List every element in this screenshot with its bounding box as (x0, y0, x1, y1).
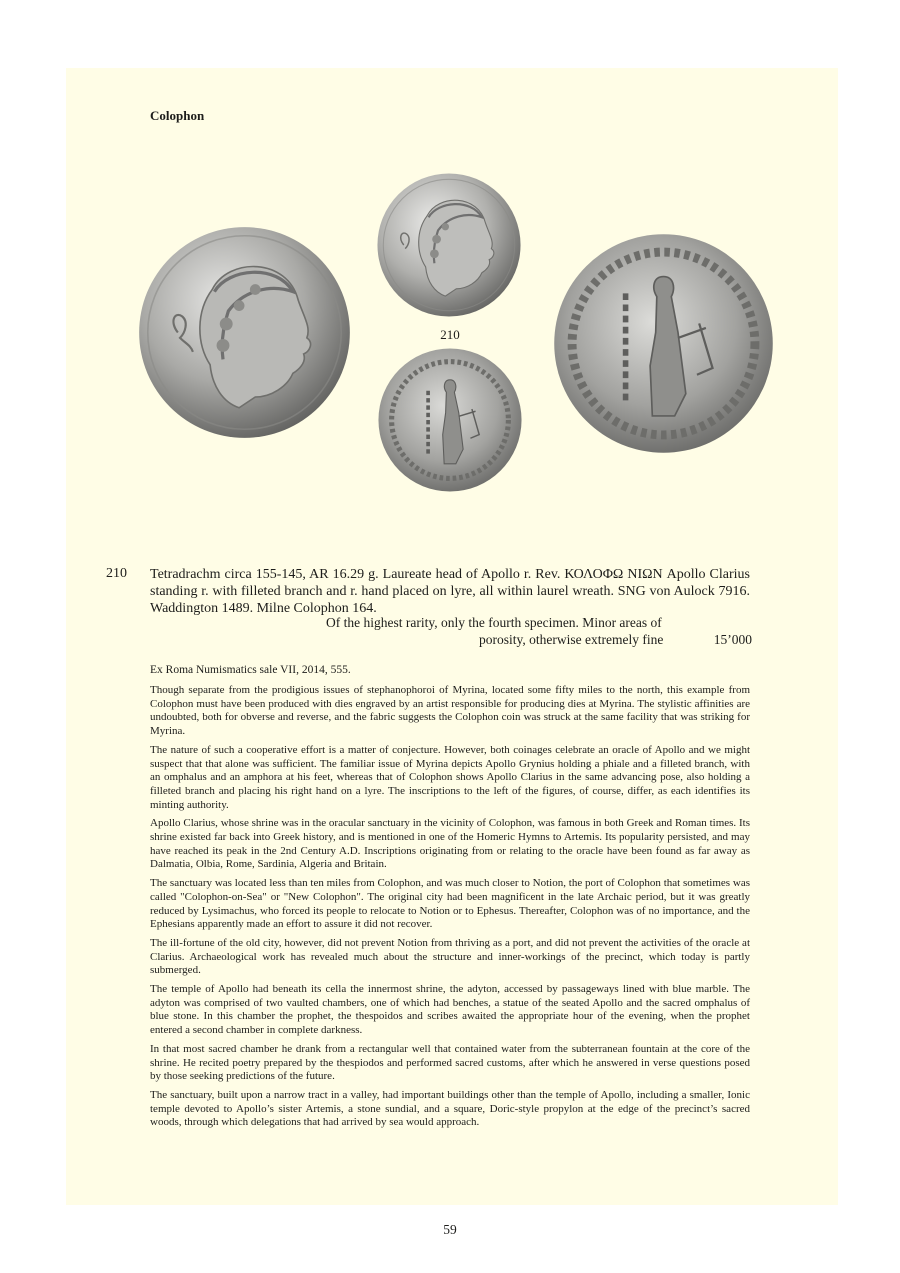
note-paragraph: In that most sacred chamber he drank from a rectangular well that contained water from the subterranean fountain at the core of the shrine. He recited poetry prepared by the thespiodos and performed sacred customs, after which he answered in verse questions posed by those seeking predictions of the future. (150, 1042, 750, 1083)
lot-number: 210 (106, 566, 127, 581)
note-paragraph: The sanctuary, built upon a narrow tract in a valley, had important buildings other than the temple of Apollo, including a smaller, Ionic temple devoted to Apollo’s sister Artemis, a stone sundial, and a square, Doric-style propylon at the edge of the precinct’s sacred woods, through which delegations that had arrived by sea would approach. (150, 1088, 750, 1129)
coin-reverse-large-image (552, 232, 775, 455)
note-paragraph: Though separate from the prodigious issues of stephanophoroi of Myrina, located some fifty miles to the north, this example from Colophon must have been produced with dies engraved by an artist responsible for producing dies at Myrina. The stylistic affinities are undoubted, both for obverse and reverse, and the fabric suggests the Colophon coin was struck at the same facility that was striking for Myrina. (150, 684, 750, 738)
historical-notes (150, 684, 750, 1135)
note-paragraph: The temple of Apollo had beneath its cella the innermost shrine, the adyton, accessed by passageways lined with blue marble. The adyton was comprised of two vaulted chambers, one of which had benches, a statue of the seated Apollo and the sacred omphalus of blue stone. In this chamber the prophet, the thespoidos and scribes awaited the appropriate hour of the evening, when the prophet entered a second chamber in complete darkness. (150, 983, 750, 1037)
page-number: 59 (443, 1222, 457, 1237)
rarity-line-2: porosity, otherwise extremely fine (479, 632, 664, 647)
lot-description: Tetradrachm circa 155-145, AR 16.29 g. Laureate head of Apollo r. Rev. ΚΟΛΟΦΩ ΝΙΩΝ Apollo Clarius standing r. with filleted branch and r. hand placed on lyre, all within laurel wreath. SNG von Aulock 7916. Waddington 1489. Milne Colophon 164. (150, 567, 750, 616)
coin-obverse-large-image (137, 225, 352, 440)
note-paragraph: The nature of such a cooperative effort is a matter of conjecture. However, both coinages celebrate an oracle of Apollo and we might suspect that that alone was sufficient. The familiar issue of Myrina depicts Apollo Grynius holding a phiale and a filleted branch, with an omphalus and an amphora at his feet, whereas that of Colophon shows Apollo Clarius in the same advancing pose, also holding a filleted branch and placing his right hand on a lyre. The inscriptions to the left of the figures, of course, differ, as each identifies its minting authority. (150, 743, 750, 811)
estimate-price: 15’000 (713, 632, 752, 647)
rarity-line-1: Of the highest rarity, only the fourth specimen. Minor areas of (326, 615, 662, 630)
note-paragraph: The ill-fortune of the old city, however, did not prevent Notion from thriving as a port, and did not prevent the activities of the oracle at Clarius. Archaeological work has revealed much about the structure and inner-workings of the precinct, which today is partly submerged. (150, 936, 750, 977)
coin-reverse-small-image (377, 347, 523, 493)
note-paragraph: Apollo Clarius, whose shrine was in the oracular sanctuary in the vicinity of Colophon, was famous in both Greek and Roman times. Its shrine existed far back into Greek history, and is mentioned in one of the Homeric Hymns to Artemis. Its popularity persisted, and may have reached its peak in the 2nd Century A.D. Inscriptions originating from or relating to the oracle have been found as far away as Dalmatia, Olbia, Rome, Sardinia, Algeria and Britain. (150, 817, 750, 871)
section-title: Colophon (150, 108, 205, 123)
note-paragraph: The sanctuary was located less than ten miles from Colophon, and was much closer to Notion, the port of Colophon that sometimes was called "Colophon-on-Sea" or "New Colophon". The original city had been magnificent in the late Archaic period, but it was greatly reduced by Lysimachus, who forced its people to relocate to Notion or to Ephesus. Thereafter, Colophon was of no importance, and the Ephesians apparently made an effort to assure it did not recover. (150, 877, 750, 931)
coin-obverse-small-image (376, 172, 522, 318)
provenance: Ex Roma Numismatics sale VII, 2014, 555. (150, 664, 351, 676)
lot-center-number: 210 (440, 327, 460, 342)
